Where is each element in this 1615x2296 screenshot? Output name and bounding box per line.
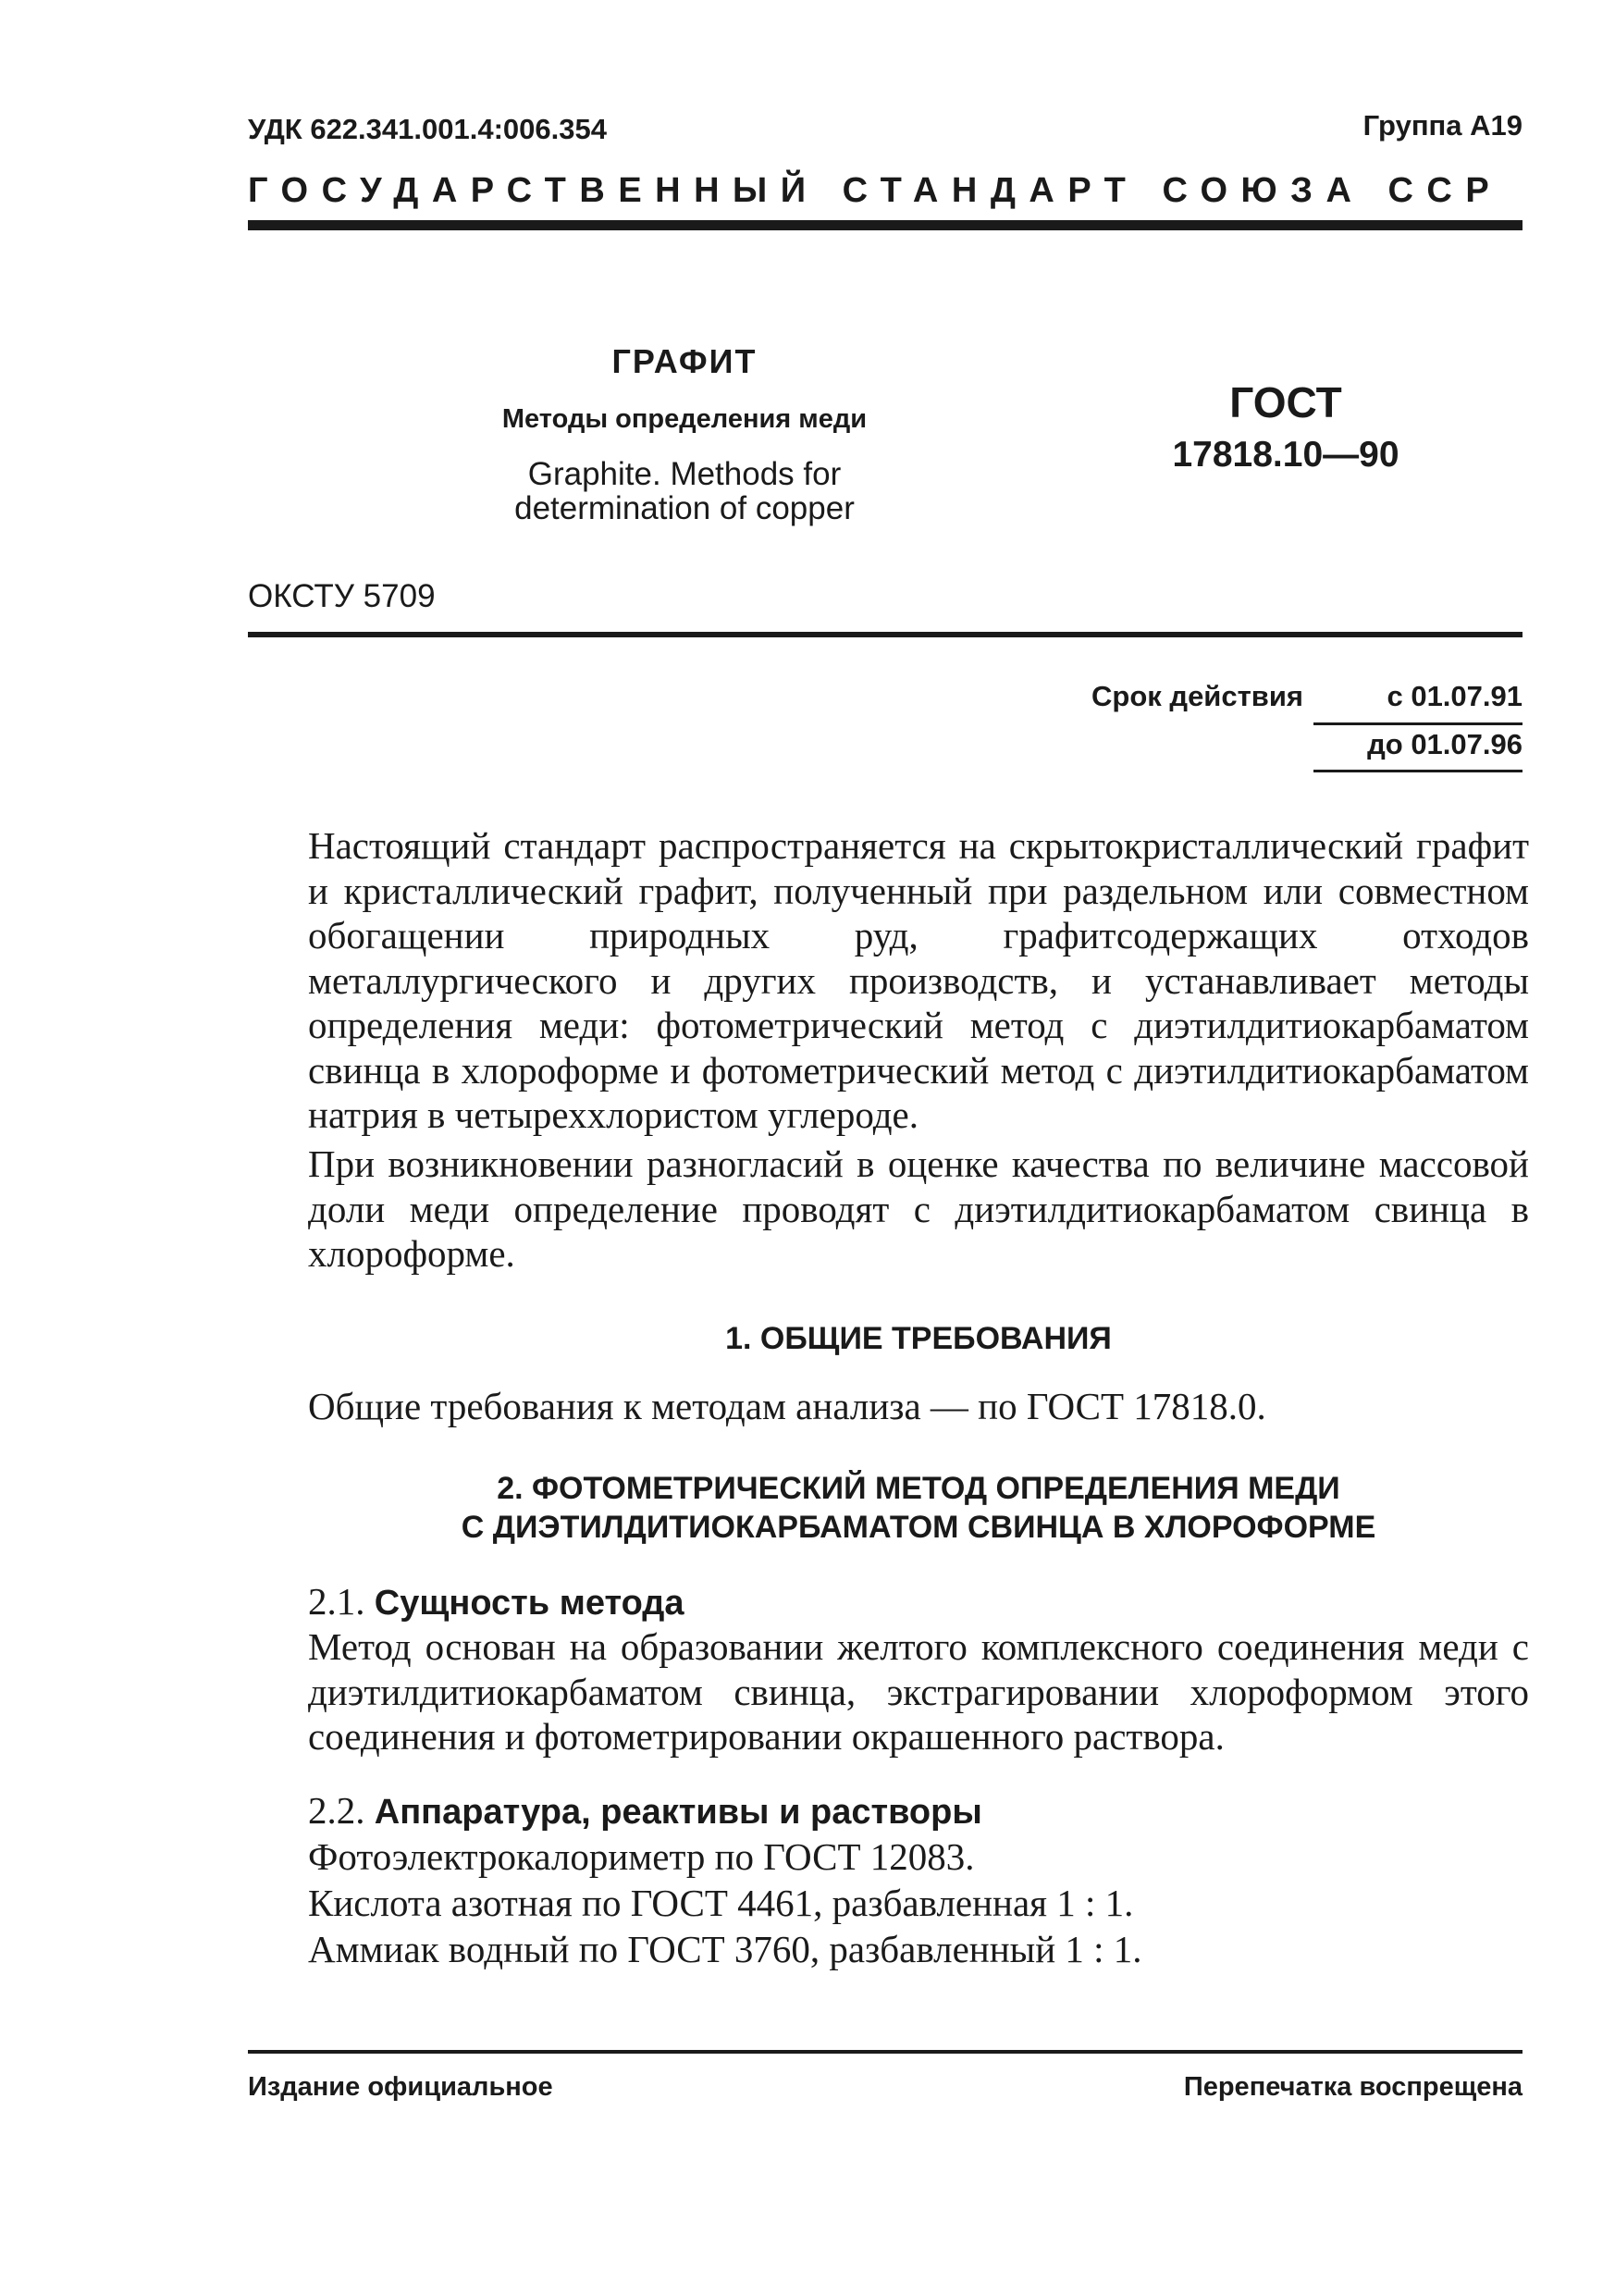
footer-rule <box>248 2050 1523 2054</box>
subsection-2-1-heading <box>308 1579 684 1623</box>
document-title: ГРАФИТ <box>611 342 758 380</box>
subsection-2-1-text: Метод основан на образовании желтого комплексного соединения меди с диэтилдитиокарбаматом свинца, экстрагировании хлороформом этого соединения и фотометрировании окрашенного раствора. <box>308 1625 1529 1758</box>
document-subtitle: Методы определения меди <box>501 404 868 434</box>
title-block-rule <box>248 632 1523 637</box>
validity-rule-1 <box>1313 722 1523 725</box>
english-title-line1: Graphite. Methods for <box>527 456 842 492</box>
footer-official-edition: Издание официальное <box>248 2072 553 2102</box>
gost-number: 17818.10—90 <box>1172 435 1399 475</box>
validity-rule-2 <box>1313 770 1523 772</box>
section-2-heading-line-2: С ДИЭТИЛДИТИОКАРБАМАТОМ СВИНЦА В ХЛОРОФОРМЕ <box>461 1510 1376 1545</box>
subsection-2-2-heading <box>308 1788 982 1833</box>
validity-label: Срок действия <box>1091 680 1303 712</box>
validity-to: до 01.07.96 <box>1367 728 1523 760</box>
okstu-code: ОКСТУ 5709 <box>248 578 436 614</box>
section-1-text: Общие требования к методам анализа — по ГОСТ 17818.0. <box>308 1385 1266 1427</box>
english-title-line2: determination of copper <box>514 490 855 526</box>
footer-reprint-prohibited: Перепечатка воспрещена <box>1183 2072 1523 2102</box>
standard-banner: ГОСУДАРСТВЕННЫЙ СТАНДАРТ СОЮЗА ССР <box>248 171 1503 210</box>
subsection-2-2-number: 2.2. <box>308 1789 365 1832</box>
header-thick-rule <box>248 220 1523 230</box>
intro-paragraph-2: При возникновении разногласий в оценке качества по величине массовой доли меди определение проводят с диэтилдитиокарбаматом свинца в хлороформе. <box>308 1142 1529 1275</box>
gost-label: ГОСТ <box>1229 378 1342 426</box>
subsection-2-1-title: Сущность метода <box>374 1584 684 1623</box>
subsection-2-1-number: 2.1. <box>308 1580 365 1623</box>
intro-paragraph-1: Настоящий стандарт распространяется на скрытокристаллический графит и кристаллический графит, полученный при раздельном или совместном обогащении природных руд, графитсодержащих отходов металлургического и других производств, и устанавливает методы определения меди: фотометрический метод с диэтилдитиокарбаматом свинца в хлороформе и фотометрический метод с диэтилдитиокарбаматом натрия в четыреххлористом углероде. <box>308 824 1529 1136</box>
list-item: Кислота азотная по ГОСТ 4461, разбавленная 1 : 1. <box>308 1882 1134 1924</box>
subsection-2-2-title: Аппаратура, реактивы и растворы <box>374 1793 982 1832</box>
list-item: Аммиак водный по ГОСТ 3760, разбавленный 1 : 1. <box>308 1928 1142 1970</box>
group-code: Группа А19 <box>1362 109 1523 142</box>
udk-code: УДК 622.341.001.4:006.354 <box>248 113 607 145</box>
list-item: Фотоэлектрокалориметр по ГОСТ 12083. <box>308 1835 975 1878</box>
section-1-heading: 1. ОБЩИЕ ТРЕБОВАНИЯ <box>725 1321 1112 1356</box>
validity-from: с 01.07.91 <box>1387 680 1523 712</box>
section-2-heading-line-1: 2. ФОТОМЕТРИЧЕСКИЙ МЕТОД ОПРЕДЕЛЕНИЯ МЕДИ <box>497 1471 1340 1506</box>
